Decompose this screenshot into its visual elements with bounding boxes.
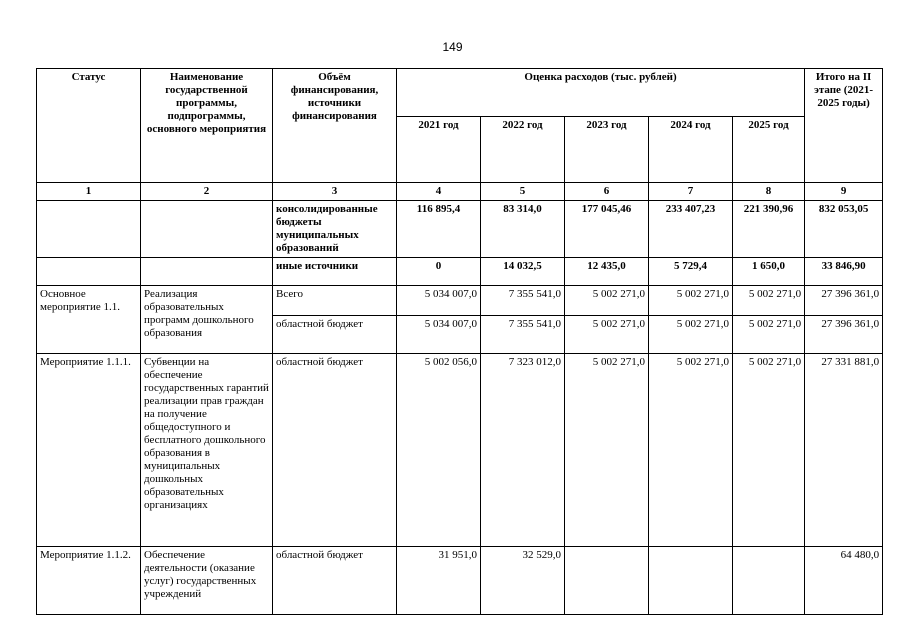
value-cell: 5 002 271,0 [733,286,805,316]
total-cell: 33 846,90 [805,258,883,286]
header-year: 2021 год [397,117,481,183]
value-cell: 233 407,23 [649,201,733,258]
page-number: 149 [442,40,463,54]
value-cell: 5 002 271,0 [565,286,649,316]
source-cell: областной бюджет [273,547,397,615]
value-cell: 14 032,5 [481,258,565,286]
value-cell: 1 650,0 [733,258,805,286]
name-cell: Обеспечение деятельности (оказание услуг) государственных учреждений [141,547,273,615]
value-cell: 5 002 271,0 [649,286,733,316]
table-row [37,547,883,615]
value-cell: 7 323 012,0 [481,354,565,547]
header-estimate: Оценка расходов (тыс. рублей) [397,69,805,117]
table-row [37,354,883,547]
value-cell: 5 002 271,0 [565,316,649,354]
status-cell: Мероприятие 1.1.1. [37,354,141,547]
column-number: 4 [397,183,481,201]
value-cell: 83 314,0 [481,201,565,258]
value-cell [733,547,805,615]
name-cell: Реализация образовательных программ дошкольного образования [141,286,273,354]
value-cell: 0 [397,258,481,286]
value-cell: 5 002 271,0 [649,354,733,547]
source-cell: консолидированные бюджеты муниципальных образований [273,201,397,258]
table-row [37,201,883,258]
value-cell: 5 002 056,0 [397,354,481,547]
status-cell [37,258,141,286]
value-cell: 5 002 271,0 [733,316,805,354]
column-number: 5 [481,183,565,201]
header-funding: Объём финансирования, источники финансирования [273,69,397,183]
header-year: 2023 год [565,117,649,183]
value-cell: 31 951,0 [397,547,481,615]
status-cell: Основное мероприятие 1.1. [37,286,141,354]
status-cell: Мероприятие 1.1.2. [37,547,141,615]
value-cell: 32 529,0 [481,547,565,615]
value-cell: 5 034 007,0 [397,316,481,354]
column-number: 9 [805,183,883,201]
header-year: 2025 год [733,117,805,183]
value-cell: 177 045,46 [565,201,649,258]
value-cell: 5 002 271,0 [733,354,805,547]
source-cell: Всего [273,286,397,316]
value-cell: 5 002 271,0 [649,316,733,354]
total-cell: 832 053,05 [805,201,883,258]
source-cell: областной бюджет [273,354,397,547]
budget-table [36,68,883,615]
total-cell: 27 396 361,0 [805,316,883,354]
name-cell [141,201,273,258]
column-numbers-row [37,183,883,201]
header-year: 2022 год [481,117,565,183]
table-row [37,286,883,316]
column-number: 8 [733,183,805,201]
value-cell [565,547,649,615]
source-cell: областной бюджет [273,316,397,354]
total-cell: 27 396 361,0 [805,286,883,316]
value-cell: 5 002 271,0 [565,354,649,547]
source-cell: иные источники [273,258,397,286]
total-cell: 27 331 881,0 [805,354,883,547]
table-row [37,258,883,286]
header-year: 2024 год [649,117,733,183]
column-number: 2 [141,183,273,201]
value-cell: 7 355 541,0 [481,286,565,316]
header-name: Наименование государственной программы, подпрограммы, основного мероприятия [141,69,273,183]
column-number: 1 [37,183,141,201]
value-cell: 5 729,4 [649,258,733,286]
header-status: Статус [37,69,141,183]
value-cell: 221 390,96 [733,201,805,258]
value-cell: 116 895,4 [397,201,481,258]
name-cell [141,258,273,286]
column-number: 6 [565,183,649,201]
value-cell [649,547,733,615]
value-cell: 12 435,0 [565,258,649,286]
column-number: 3 [273,183,397,201]
value-cell: 5 034 007,0 [397,286,481,316]
status-cell [37,201,141,258]
column-number: 7 [649,183,733,201]
value-cell: 7 355 541,0 [481,316,565,354]
name-cell: Субвенции на обеспечение государственных гарантий реализации прав граждан на получение общедоступного и бесплатного дошкольного образования в муниципальных дошкольных образовательных организациях [141,354,273,547]
header-total: Итого на II этапе (2021-2025 годы) [805,69,883,183]
total-cell: 64 480,0 [805,547,883,615]
